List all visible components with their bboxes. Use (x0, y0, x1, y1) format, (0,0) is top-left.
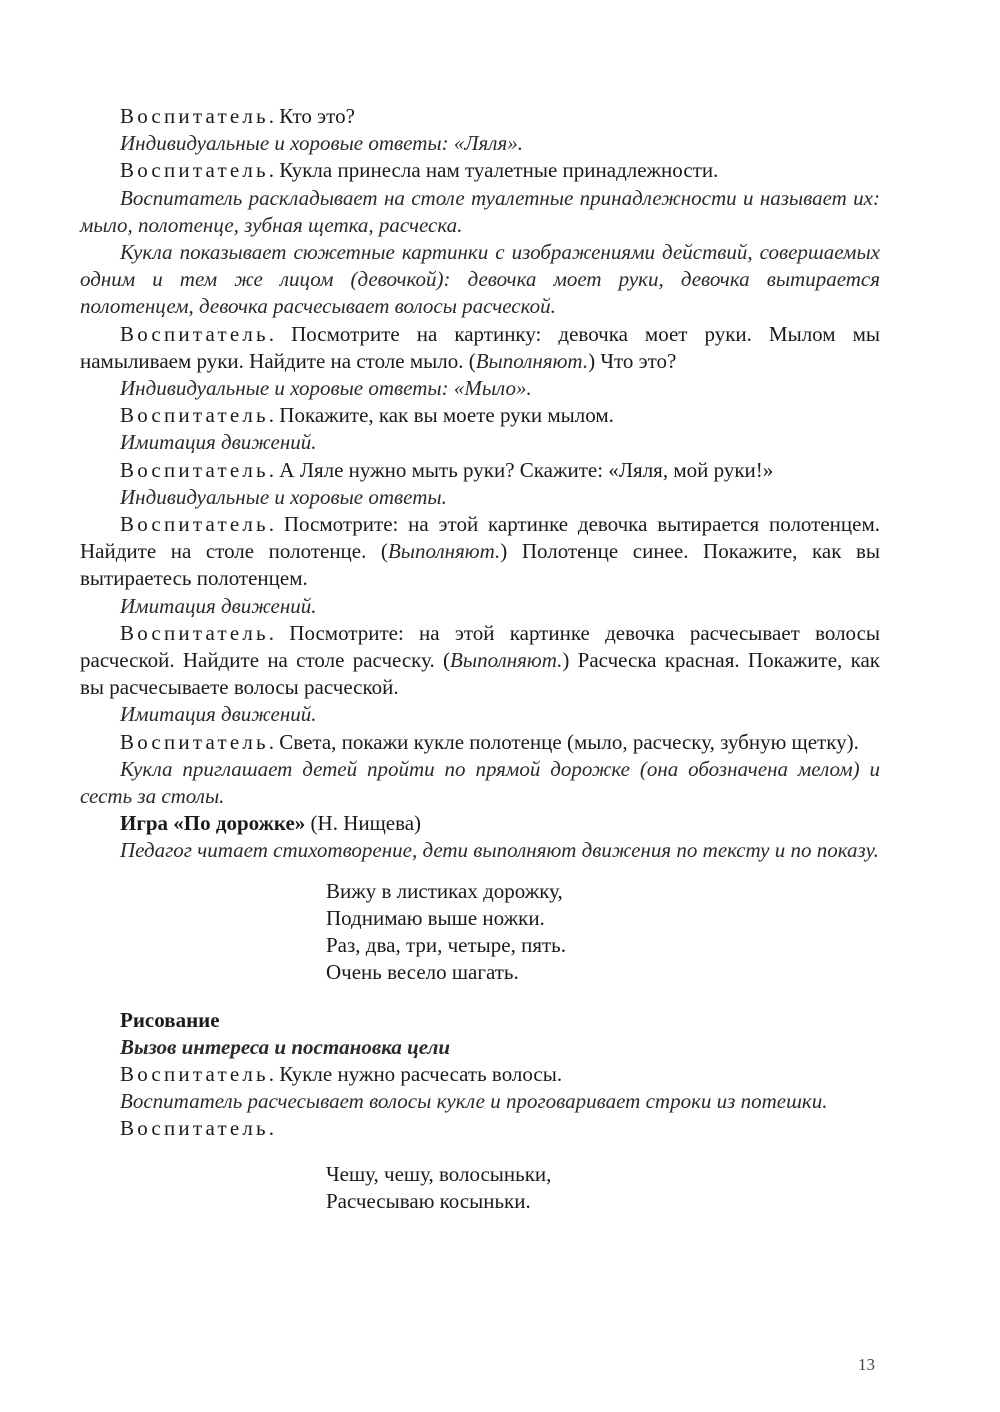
poem-line: Чешу, чешу, волосыньки, (326, 1161, 552, 1186)
dialogue-text: . Кто это? (268, 104, 355, 128)
speaker-label: Воспитатель (120, 729, 269, 754)
speaker-label: Воспитатель (120, 457, 269, 482)
speaker-label: Воспитатель (120, 104, 269, 128)
stage-direction: Индивидуальные и хоровые ответы. (120, 484, 447, 509)
dialogue-line (80, 321, 880, 375)
poem-line: Очень весело шагать. (326, 960, 519, 985)
dialogue-text: ) Расческа красная. Покажите, как вы расчесываете волосы расческой. (80, 648, 880, 700)
dialogue-text: . Покажите, как вы моете руки мылом. (268, 403, 614, 428)
stage-direction: Воспитатель раскладывает на столе туалетные принадлежности и называет их: мыло, полотенце, зубная щетка, расческа. (80, 185, 880, 237)
speaker-label: Воспитатель (120, 1116, 269, 1141)
inline-direction: Выполняют. (475, 348, 589, 373)
stage-direction: Имитация движений. (120, 593, 317, 618)
stage-direction: Индивидуальные и хоровые ответы: «Ляля». (120, 131, 523, 156)
poem-line: Вижу в листиках дорожку, (326, 878, 563, 903)
stage-direction: Имитация движений. (120, 430, 317, 455)
speaker-label: Воспитатель (120, 403, 269, 428)
speaker-label: Воспитатель (120, 321, 269, 346)
section-heading: Рисование (120, 1007, 220, 1032)
dialogue-line (80, 511, 880, 593)
dialogue-line (80, 103, 880, 130)
dialogue-text: . Посмотрите: на этой картинке девочка вытирается полотенцем. Найдите на столе полотенце. ( (80, 512, 880, 564)
speaker-label: Воспитатель (120, 620, 269, 645)
dialogue-line (80, 620, 880, 702)
dialogue-text: . Кукле нужно расчесать волосы. (268, 1061, 563, 1086)
section-subheading: Вызов интереса и постановка цели (120, 1034, 451, 1059)
stage-direction: Педагог читает стихотворение, дети выполняют движения по тексту и по показу. (120, 838, 879, 863)
game-author: (Н. Нищева) (305, 811, 422, 836)
stage-direction: Имитация движений. (120, 702, 317, 727)
dialogue-line (80, 457, 880, 484)
poem-line: Поднимаю выше ножки. (326, 905, 545, 930)
dialogue-text: . Посмотрите на картинку: девочка моет руки. Мылом мы намыливаем руки. Найдите на столе мыло. ( (80, 321, 880, 373)
dialogue-line (80, 1115, 880, 1142)
poem-line: Раз, два, три, четыре, пять. (326, 933, 567, 958)
dialogue-line (80, 1061, 880, 1088)
dialogue-text: . Посмотрите: на этой картинке девочка расчесывает волосы расческой. Найдите на столе расческу. ( (80, 620, 880, 673)
inline-direction: Выполняют. (450, 648, 563, 673)
speaker-label: Воспитатель (120, 158, 269, 183)
inline-direction: Выполняют. (387, 539, 501, 564)
speaker-label: Воспитатель (120, 1061, 269, 1086)
page-content (80, 103, 880, 1215)
page-number: 13 (858, 1355, 875, 1374)
poem-verse (326, 878, 880, 987)
stage-direction: Кукла показывает сюжетные картинки с изображениями действий, совершаемых одним и тем же лицом (девочкой): девочка моет руки, девочка вытирается полотенцем, девочка расчесывает волосы расческой. (80, 240, 880, 319)
stage-direction: Кукла приглашает детей пройти по прямой дорожке (она обозначена мелом) и сесть за столы. (80, 756, 880, 809)
poem-line: Расчесываю косыньки. (326, 1188, 531, 1213)
dialogue-text: . Света, покажи кукле полотенце (мыло, расческу, зубную щетку). (268, 729, 859, 754)
game-title: Игра «По дорожке» (120, 811, 306, 836)
dialogue-line (80, 402, 880, 429)
dialogue-line (80, 157, 880, 184)
stage-direction: Индивидуальные и хоровые ответы: «Мыло». (120, 376, 532, 401)
dialogue-text: ) Что это? (588, 348, 677, 373)
dialogue-line (80, 729, 880, 756)
stage-direction: Воспитатель расчесывает волосы кукле и проговаривает строки из потешки. (120, 1089, 828, 1114)
poem-verse (326, 1161, 880, 1215)
speaker-label: Воспитатель (120, 512, 269, 537)
dialogue-text: . А Ляле нужно мыть руки? Скажите: «Ляля, мой руки!» (268, 457, 774, 482)
dialogue-text: . (268, 1116, 275, 1141)
dialogue-text: . Кукла принесла нам туалетные принадлежности. (268, 158, 719, 183)
game-heading (80, 810, 880, 837)
dialogue-text: ) Полотенце синее. Покажите, как вы вытираетесь полотенцем. (80, 539, 880, 591)
